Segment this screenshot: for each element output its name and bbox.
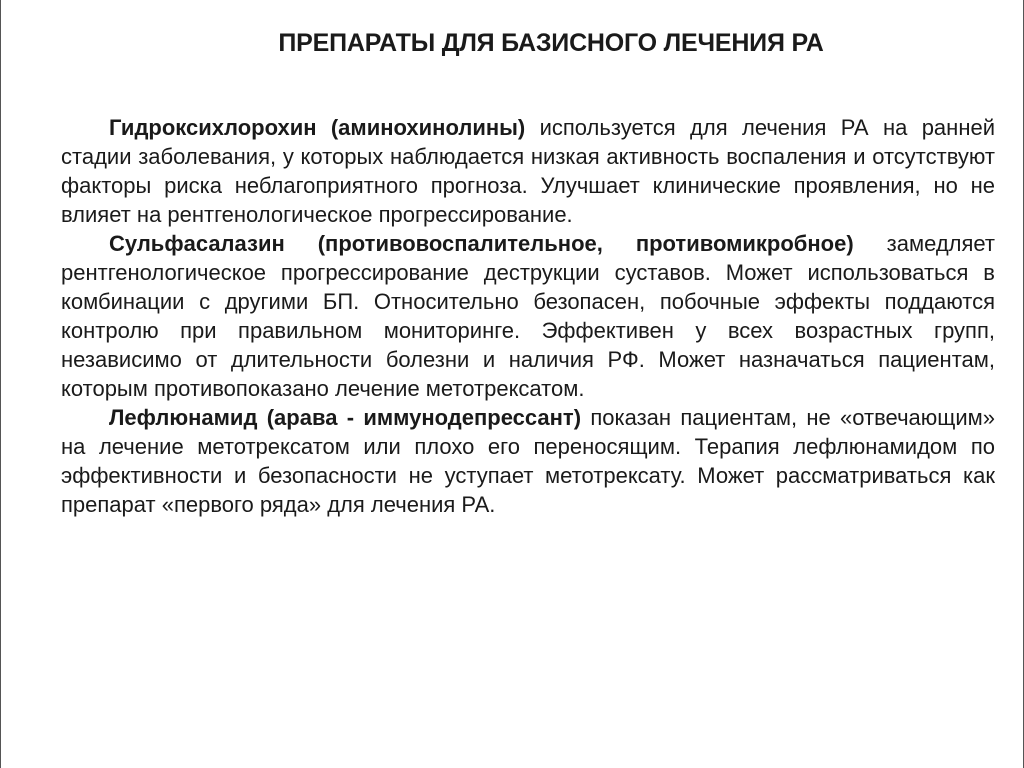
paragraph-hydroxychloroquine <box>61 113 995 229</box>
paragraph-sulfasalazine <box>61 229 995 403</box>
paragraph-text-sulfasalazine: замедляет рентгенологическое прогрессирование деструкции суставов. Может использоваться в комбинации с другими БП. Относительно безопасен, побочные эффекты поддаются контролю при правильном мониторинге. Эффективен у всех возрастных групп, независимо от длительности болезни и наличия РФ. Может назначаться пациентам, которым противопоказано лечение метотрексатом. <box>61 231 996 401</box>
paragraph-text-leflunomide: показан пациентам, не «отвечающим» на лечение метотрексатом или плохо его переносящим. Терапия лефлюнамидом по эффективности и безопасности не уступает метотрексату. Может рассматриваться как препарат «первого ряда» для лечения РА. <box>61 405 996 517</box>
slide-title: ПРЕПАРАТЫ ДЛЯ БАЗИСНОГО ЛЕЧЕНИЯ РА <box>278 29 824 57</box>
drug-name-leflunomide: Лефлюнамид (арава - иммунодепрессант) <box>109 405 582 430</box>
drug-name-sulfasalazine: Сульфасалазин (противовоспалительное, противомикробное) <box>109 231 854 256</box>
slide-body <box>61 113 995 519</box>
paragraph-leflunomide <box>61 403 995 519</box>
drug-name-hydroxychloroquine: Гидроксихлорохин (аминохинолины) <box>109 115 526 140</box>
paragraph-text-hydroxychloroquine: используется для лечения РА на ранней стадии заболевания, у которых наблюдается низкая активность воспаления и отсутствуют факторы риска неблагоприятного прогноза. Улучшает клинические проявления, но не влияет на рентгенологическое прогрессирование. <box>61 115 995 227</box>
